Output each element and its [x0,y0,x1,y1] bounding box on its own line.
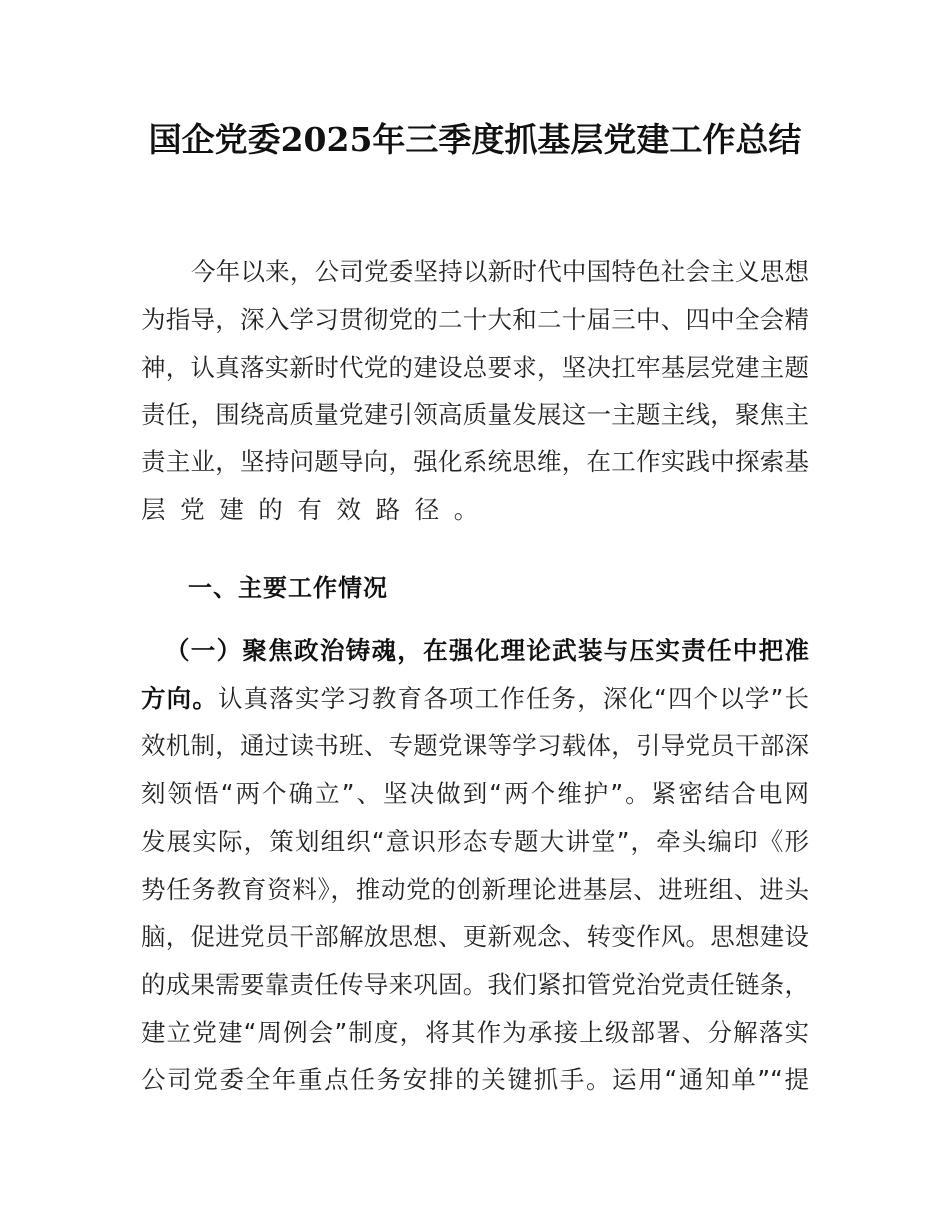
body-line-5: 脑，促进党员干部解放思想、更新观念、转变作风。思想建设 [141,922,809,951]
intro-line-4: 责任，围绕高质量党建引领高质量发展这一主题主线，聚焦主 [141,400,809,429]
subsection-heading-end: 方向。 [141,684,218,713]
body-line-3: 发展实际，策划组织“意识形态专题大讲堂”，牵头编印《形 [141,827,809,856]
subsection-line-1-text: 认真落实学习教育各项工作任务，深化“四个以学”长 [217,684,810,713]
body-line-6: 的成果需要靠责任传导来巩固。我们紧扣管党治党责任链条， [141,970,809,999]
body-line-1: 效机制，通过读书班、专题党课等学习载体，引导党员干部深 [141,731,809,760]
body-line-7: 建立党建“周例会”制度，将其作为承接上级部署、分解落实 [141,1018,809,1047]
document-title: 国企党委2025年三季度抓基层党建工作总结 [148,120,802,159]
body-line-4: 势任务教育资料》，推动党的创新理论进基层、进班组、进头 [141,875,809,904]
subsection-line-1 [141,684,809,714]
intro-line-2: 为指导，深入学习贯彻党的二十大和二十届三中、四中全会精 [141,305,809,334]
intro-line-6: 层党建的有效路径。 [141,495,493,524]
section-heading: 一、主要工作情况 [188,574,388,602]
body-line-8: 公司党委全年重点任务安排的关键抓手。运用“通知单”“提 [141,1065,809,1094]
intro-line-3: 神，认真落实新时代党的建设总要求，坚决扛牢基层党建主题 [141,353,809,382]
body-line-2: 刻领悟“两个确立”、坚决做到“两个维护”。紧密结合电网 [141,779,809,808]
subsection-heading: （一）聚焦政治铸魂，在强化理论武装与压实责任中把准 [165,636,809,665]
intro-line-1: 今年以来，公司党委坚持以新时代中国特色社会主义思想 [191,257,809,286]
intro-line-5: 责主业，坚持问题导向，强化系统思维，在工作实践中探索基 [141,447,809,476]
